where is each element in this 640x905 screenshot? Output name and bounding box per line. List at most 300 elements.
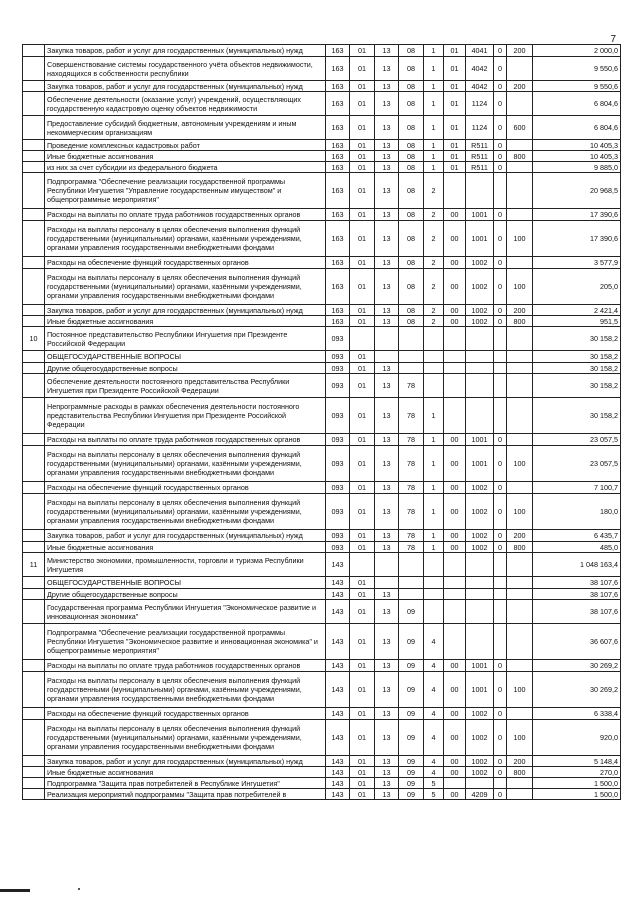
item-name-cell: Постоянное представительство Республики Ингушетия при Президенте Российской Федерации <box>45 327 326 351</box>
amount-cell: 270,0 <box>533 767 621 778</box>
code-cell-c5 <box>424 589 444 600</box>
code-cell-c7: 1001 <box>466 660 494 672</box>
code-cell-c4 <box>399 351 424 363</box>
code-cell-c8 <box>494 600 507 624</box>
code-cell-c7: 1002 <box>466 530 494 542</box>
code-cell-c6 <box>444 624 466 660</box>
code-cell-c4: 08 <box>399 116 424 140</box>
table-row <box>23 589 621 600</box>
code-cell-c3: 13 <box>375 530 399 542</box>
code-cell-c2: 01 <box>350 57 375 81</box>
code-cell-c3 <box>375 327 399 351</box>
row-number-cell <box>23 374 45 398</box>
table-row <box>23 316 621 327</box>
code-cell-c7 <box>466 363 494 374</box>
amount-cell: 2 421,4 <box>533 305 621 316</box>
row-number-cell <box>23 720 45 756</box>
code-cell-c4: 78 <box>399 494 424 530</box>
code-cell-c7: R511 <box>466 151 494 162</box>
code-cell-c6: 01 <box>444 140 466 151</box>
amount-cell: 6 435,7 <box>533 530 621 542</box>
row-number-cell <box>23 140 45 151</box>
code-cell-c3: 13 <box>375 767 399 778</box>
code-cell-c6: 01 <box>444 81 466 92</box>
code-cell-c7: 1001 <box>466 221 494 257</box>
code-cell-c1: 093 <box>326 494 350 530</box>
amount-cell: 30 269,2 <box>533 660 621 672</box>
code-cell-c4: 08 <box>399 92 424 116</box>
code-cell-c6: 00 <box>444 530 466 542</box>
code-cell-c6: 00 <box>444 446 466 482</box>
budget-table <box>22 44 621 800</box>
row-number-cell <box>23 778 45 789</box>
code-cell-c9: 100 <box>507 269 533 305</box>
code-cell-c9 <box>507 209 533 221</box>
code-cell-c6: 00 <box>444 221 466 257</box>
bottom-edge-mark <box>0 889 30 892</box>
code-cell-c6: 00 <box>444 316 466 327</box>
code-cell-c8: 0 <box>494 530 507 542</box>
table-row <box>23 660 621 672</box>
table-row <box>23 221 621 257</box>
code-cell-c9 <box>507 173 533 209</box>
code-cell-c4: 08 <box>399 45 424 57</box>
code-cell-c4 <box>399 589 424 600</box>
code-cell-c5: 2 <box>424 257 444 269</box>
code-cell-c5 <box>424 577 444 589</box>
item-name-cell: Другие общегосударственные вопросы <box>45 363 326 374</box>
item-name-cell: Государственная программа Республики Ингушетия "Экономическое развитие и инновационная экономика" <box>45 600 326 624</box>
code-cell-c2: 01 <box>350 577 375 589</box>
code-cell-c7 <box>466 778 494 789</box>
item-name-cell: Обеспечение деятельности постоянного представительства Республики Ингушетия при Президенте Российской Федерации <box>45 374 326 398</box>
item-name-cell: Расходы на выплаты персоналу в целях обеспечения выполнения функций государственными (муниципальными) органами, казёнными учреждениями, органами управления государственными внебюджетными фондами <box>45 672 326 708</box>
code-cell-c8: 0 <box>494 708 507 720</box>
code-cell-c4: 78 <box>399 434 424 446</box>
row-number-cell <box>23 660 45 672</box>
code-cell-c1: 143 <box>326 767 350 778</box>
amount-cell: 10 405,3 <box>533 140 621 151</box>
code-cell-c2: 01 <box>350 624 375 660</box>
code-cell-c1: 093 <box>326 482 350 494</box>
code-cell-c1: 163 <box>326 316 350 327</box>
code-cell-c6 <box>444 351 466 363</box>
item-name-cell: из них за счет субсидии из федерального бюджета <box>45 162 326 173</box>
code-cell-c9 <box>507 789 533 800</box>
code-cell-c6: 00 <box>444 542 466 553</box>
code-cell-c8: 0 <box>494 434 507 446</box>
code-cell-c4: 09 <box>399 767 424 778</box>
code-cell-c8: 0 <box>494 221 507 257</box>
code-cell-c6: 00 <box>444 708 466 720</box>
code-cell-c4: 08 <box>399 269 424 305</box>
code-cell-c8: 0 <box>494 660 507 672</box>
row-number-cell <box>23 305 45 316</box>
code-cell-c8: 0 <box>494 446 507 482</box>
code-cell-c5: 4 <box>424 767 444 778</box>
code-cell-c3: 13 <box>375 708 399 720</box>
code-cell-c1: 143 <box>326 778 350 789</box>
code-cell-c9 <box>507 374 533 398</box>
row-number-cell <box>23 577 45 589</box>
item-name-cell: Расходы на выплаты персоналу в целях обеспечения выполнения функций государственными (муниципальными) органами, казёнными учреждениями, органами управления государственными внебюджетными фондами <box>45 494 326 530</box>
code-cell-c5: 1 <box>424 446 444 482</box>
code-cell-c6: 00 <box>444 672 466 708</box>
item-name-cell: Подпрограмма "Обеспечение реализации государственной программы Республики Ингушетия "Управление государственным имуществом" и общепрограммные мероприятия" <box>45 173 326 209</box>
row-number-cell: 10 <box>23 327 45 351</box>
code-cell-c3: 13 <box>375 140 399 151</box>
code-cell-c9: 200 <box>507 45 533 57</box>
code-cell-c7 <box>466 624 494 660</box>
code-cell-c5 <box>424 351 444 363</box>
code-cell-c3 <box>375 577 399 589</box>
table-row <box>23 257 621 269</box>
code-cell-c5 <box>424 327 444 351</box>
row-number-cell <box>23 398 45 434</box>
item-name-cell: Реализация мероприятий подпрограммы "Защита прав потребителей в <box>45 789 326 800</box>
item-name-cell: Закупка товаров, работ и услуг для государственных (муниципальных) нужд <box>45 305 326 316</box>
item-name-cell: Обеспечение деятельности (оказание услуг) учреждений, осуществляющих государственную кадастровую оценку объектов недвижимости <box>45 92 326 116</box>
amount-cell: 3 577,9 <box>533 257 621 269</box>
code-cell-c2: 01 <box>350 778 375 789</box>
amount-cell: 30 158,2 <box>533 363 621 374</box>
table-row <box>23 446 621 482</box>
code-cell-c5 <box>424 553 444 577</box>
table-row <box>23 600 621 624</box>
row-number-cell <box>23 151 45 162</box>
table-row <box>23 708 621 720</box>
code-cell-c3 <box>375 553 399 577</box>
code-cell-c5: 2 <box>424 221 444 257</box>
code-cell-c8 <box>494 173 507 209</box>
amount-cell: 951,5 <box>533 316 621 327</box>
amount-cell: 20 968,5 <box>533 173 621 209</box>
code-cell-c6: 00 <box>444 494 466 530</box>
table-row <box>23 92 621 116</box>
code-cell-c8: 0 <box>494 720 507 756</box>
code-cell-c4: 08 <box>399 221 424 257</box>
code-cell-c6: 00 <box>444 720 466 756</box>
page-number: 7 <box>610 34 616 45</box>
table-row <box>23 162 621 173</box>
code-cell-c7: R511 <box>466 162 494 173</box>
code-cell-c2: 01 <box>350 767 375 778</box>
code-cell-c4: 78 <box>399 542 424 553</box>
code-cell-c2: 01 <box>350 92 375 116</box>
code-cell-c7: 1002 <box>466 482 494 494</box>
code-cell-c2: 01 <box>350 542 375 553</box>
amount-cell: 30 158,2 <box>533 327 621 351</box>
code-cell-c4: 09 <box>399 660 424 672</box>
code-cell-c3: 13 <box>375 494 399 530</box>
amount-cell: 205,0 <box>533 269 621 305</box>
code-cell-c1: 163 <box>326 209 350 221</box>
code-cell-c2: 01 <box>350 789 375 800</box>
code-cell-c3: 13 <box>375 398 399 434</box>
code-cell-c8 <box>494 553 507 577</box>
row-number-cell <box>23 351 45 363</box>
code-cell-c1: 093 <box>326 327 350 351</box>
code-cell-c4: 08 <box>399 151 424 162</box>
code-cell-c1: 143 <box>326 756 350 767</box>
code-cell-c2: 01 <box>350 600 375 624</box>
code-cell-c6 <box>444 363 466 374</box>
code-cell-c9 <box>507 363 533 374</box>
code-cell-c8 <box>494 351 507 363</box>
code-cell-c9 <box>507 162 533 173</box>
code-cell-c7: 1002 <box>466 316 494 327</box>
code-cell-c9: 100 <box>507 446 533 482</box>
code-cell-c9: 100 <box>507 672 533 708</box>
amount-cell: 30 158,2 <box>533 351 621 363</box>
code-cell-c2: 01 <box>350 530 375 542</box>
code-cell-c9 <box>507 140 533 151</box>
code-cell-c6 <box>444 778 466 789</box>
table-row <box>23 756 621 767</box>
code-cell-c5: 1 <box>424 162 444 173</box>
code-cell-c1: 163 <box>326 116 350 140</box>
code-cell-c1: 143 <box>326 708 350 720</box>
table-row <box>23 116 621 140</box>
amount-cell: 36 607,6 <box>533 624 621 660</box>
code-cell-c6: 01 <box>444 151 466 162</box>
code-cell-c8: 0 <box>494 316 507 327</box>
code-cell-c5: 1 <box>424 398 444 434</box>
code-cell-c9 <box>507 57 533 81</box>
code-cell-c9 <box>507 351 533 363</box>
item-name-cell: Проведение комплексных кадастровых работ <box>45 140 326 151</box>
table-row <box>23 57 621 81</box>
code-cell-c4: 08 <box>399 209 424 221</box>
code-cell-c2: 01 <box>350 756 375 767</box>
code-cell-c1: 093 <box>326 363 350 374</box>
code-cell-c7 <box>466 577 494 589</box>
code-cell-c2 <box>350 553 375 577</box>
amount-cell: 485,0 <box>533 542 621 553</box>
amount-cell: 7 100,7 <box>533 482 621 494</box>
item-name-cell: ОБЩЕГОСУДАРСТВЕННЫЕ ВОПРОСЫ <box>45 577 326 589</box>
code-cell-c5: 1 <box>424 494 444 530</box>
code-cell-c4: 08 <box>399 257 424 269</box>
code-cell-c8: 0 <box>494 140 507 151</box>
row-number-cell <box>23 542 45 553</box>
code-cell-c6 <box>444 374 466 398</box>
row-number-cell <box>23 116 45 140</box>
item-name-cell: Подпрограмма "Защита прав потребителей в Республике Ингушетия" <box>45 778 326 789</box>
code-cell-c1: 163 <box>326 269 350 305</box>
code-cell-c9: 800 <box>507 542 533 553</box>
code-cell-c8: 0 <box>494 789 507 800</box>
item-name-cell: Расходы на выплаты персоналу в целях обеспечения выполнения функций государственными (муниципальными) органами, казёнными учреждениями, органами управления государственными внебюджетными фондами <box>45 720 326 756</box>
code-cell-c8: 0 <box>494 57 507 81</box>
code-cell-c9 <box>507 553 533 577</box>
code-cell-c3: 13 <box>375 81 399 92</box>
table-row <box>23 553 621 577</box>
item-name-cell: Закупка товаров, работ и услуг для государственных (муниципальных) нужд <box>45 530 326 542</box>
code-cell-c3: 13 <box>375 116 399 140</box>
code-cell-c1: 163 <box>326 45 350 57</box>
row-number-cell <box>23 316 45 327</box>
code-cell-c3: 13 <box>375 316 399 327</box>
code-cell-c4: 78 <box>399 530 424 542</box>
code-cell-c2: 01 <box>350 116 375 140</box>
code-cell-c6 <box>444 398 466 434</box>
item-name-cell: Иные бюджетные ассигнования <box>45 767 326 778</box>
code-cell-c6: 00 <box>444 257 466 269</box>
amount-cell: 38 107,6 <box>533 600 621 624</box>
code-cell-c5: 1 <box>424 482 444 494</box>
code-cell-c8: 0 <box>494 542 507 553</box>
code-cell-c4: 09 <box>399 672 424 708</box>
code-cell-c6: 00 <box>444 482 466 494</box>
table-row <box>23 140 621 151</box>
amount-cell: 30 158,2 <box>533 398 621 434</box>
code-cell-c8: 0 <box>494 269 507 305</box>
amount-cell: 9 885,0 <box>533 162 621 173</box>
item-name-cell: Расходы на выплаты по оплате труда работников государственных органов <box>45 209 326 221</box>
code-cell-c9 <box>507 327 533 351</box>
code-cell-c7: 4042 <box>466 57 494 81</box>
code-cell-c2: 01 <box>350 305 375 316</box>
table-row <box>23 374 621 398</box>
row-number-cell <box>23 92 45 116</box>
item-name-cell: Совершенствование системы государственного учёта объектов недвижимости, находящихся в собственности республики <box>45 57 326 81</box>
code-cell-c8: 0 <box>494 151 507 162</box>
code-cell-c8: 0 <box>494 45 507 57</box>
table-row <box>23 789 621 800</box>
code-cell-c2: 01 <box>350 374 375 398</box>
code-cell-c5: 1 <box>424 542 444 553</box>
code-cell-c1: 093 <box>326 398 350 434</box>
table-row <box>23 672 621 708</box>
code-cell-c7: 1002 <box>466 269 494 305</box>
code-cell-c9 <box>507 434 533 446</box>
code-cell-c7 <box>466 351 494 363</box>
code-cell-c6: 01 <box>444 57 466 81</box>
code-cell-c5: 1 <box>424 45 444 57</box>
code-cell-c9 <box>507 778 533 789</box>
code-cell-c8: 0 <box>494 672 507 708</box>
code-cell-c4: 08 <box>399 305 424 316</box>
code-cell-c4: 78 <box>399 398 424 434</box>
code-cell-c3: 13 <box>375 624 399 660</box>
code-cell-c6 <box>444 173 466 209</box>
code-cell-c2: 01 <box>350 81 375 92</box>
row-number-cell <box>23 363 45 374</box>
code-cell-c5: 1 <box>424 81 444 92</box>
amount-cell: 6 338,4 <box>533 708 621 720</box>
row-number-cell <box>23 756 45 767</box>
row-number-cell <box>23 708 45 720</box>
code-cell-c4: 09 <box>399 600 424 624</box>
code-cell-c5: 2 <box>424 209 444 221</box>
code-cell-c4 <box>399 363 424 374</box>
code-cell-c8: 0 <box>494 305 507 316</box>
row-number-cell <box>23 672 45 708</box>
code-cell-c5: 1 <box>424 92 444 116</box>
item-name-cell: Другие общегосударственные вопросы <box>45 589 326 600</box>
code-cell-c5: 4 <box>424 720 444 756</box>
code-cell-c6: 00 <box>444 756 466 767</box>
code-cell-c6 <box>444 589 466 600</box>
table-row <box>23 778 621 789</box>
code-cell-c4 <box>399 327 424 351</box>
code-cell-c6 <box>444 327 466 351</box>
code-cell-c6: 00 <box>444 660 466 672</box>
code-cell-c4: 09 <box>399 778 424 789</box>
code-cell-c5: 4 <box>424 672 444 708</box>
code-cell-c2: 01 <box>350 494 375 530</box>
code-cell-c2: 01 <box>350 351 375 363</box>
code-cell-c5: 2 <box>424 173 444 209</box>
code-cell-c7: 1002 <box>466 720 494 756</box>
table-row <box>23 494 621 530</box>
code-cell-c1: 143 <box>326 553 350 577</box>
amount-cell: 17 390,6 <box>533 209 621 221</box>
code-cell-c1: 163 <box>326 305 350 316</box>
code-cell-c3: 13 <box>375 162 399 173</box>
row-number-cell <box>23 482 45 494</box>
code-cell-c9: 100 <box>507 221 533 257</box>
amount-cell: 1 500,0 <box>533 789 621 800</box>
code-cell-c2: 01 <box>350 720 375 756</box>
row-number-cell <box>23 209 45 221</box>
code-cell-c2: 01 <box>350 162 375 173</box>
code-cell-c8: 0 <box>494 482 507 494</box>
table-row <box>23 398 621 434</box>
code-cell-c6 <box>444 553 466 577</box>
amount-cell: 6 804,6 <box>533 116 621 140</box>
item-name-cell: Расходы на выплаты персоналу в целях обеспечения выполнения функций государственными (муниципальными) органами, казёнными учреждениями, органами управления государственными внебюджетными фондами <box>45 269 326 305</box>
amount-cell: 10 405,3 <box>533 151 621 162</box>
table-row <box>23 542 621 553</box>
table-row <box>23 351 621 363</box>
code-cell-c6: 01 <box>444 116 466 140</box>
code-cell-c2: 01 <box>350 269 375 305</box>
code-cell-c3: 13 <box>375 789 399 800</box>
row-number-cell <box>23 530 45 542</box>
item-name-cell: Закупка товаров, работ и услуг для государственных (муниципальных) нужд <box>45 756 326 767</box>
code-cell-c5: 2 <box>424 316 444 327</box>
code-cell-c3: 13 <box>375 660 399 672</box>
table-row <box>23 305 621 316</box>
code-cell-c7: 1124 <box>466 116 494 140</box>
code-cell-c3: 13 <box>375 305 399 316</box>
code-cell-c9: 200 <box>507 81 533 92</box>
code-cell-c4: 09 <box>399 789 424 800</box>
row-number-cell <box>23 162 45 173</box>
code-cell-c7: 1002 <box>466 708 494 720</box>
amount-cell: 2 000,0 <box>533 45 621 57</box>
code-cell-c8 <box>494 577 507 589</box>
item-name-cell: Закупка товаров, работ и услуг для государственных (муниципальных) нужд <box>45 45 326 57</box>
code-cell-c2: 01 <box>350 151 375 162</box>
code-cell-c8 <box>494 398 507 434</box>
amount-cell: 38 107,6 <box>533 589 621 600</box>
code-cell-c5: 1 <box>424 434 444 446</box>
code-cell-c9: 200 <box>507 756 533 767</box>
code-cell-c1: 163 <box>326 92 350 116</box>
code-cell-c4: 08 <box>399 316 424 327</box>
code-cell-c3: 13 <box>375 363 399 374</box>
scan-dot <box>78 888 80 890</box>
code-cell-c7: 1124 <box>466 92 494 116</box>
table-row <box>23 327 621 351</box>
code-cell-c3: 13 <box>375 374 399 398</box>
code-cell-c7: 1001 <box>466 672 494 708</box>
code-cell-c7 <box>466 173 494 209</box>
code-cell-c1: 163 <box>326 57 350 81</box>
